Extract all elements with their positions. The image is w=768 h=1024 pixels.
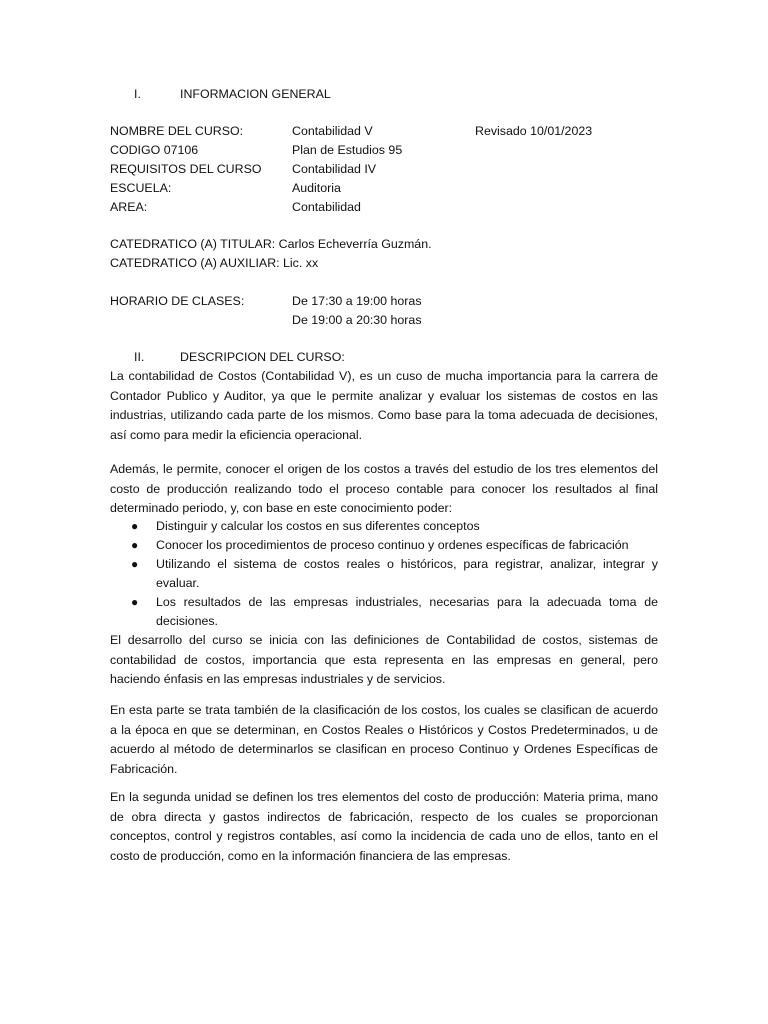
school-label: ESCUELA: <box>110 181 172 195</box>
course-code-label: CODIGO 07106 <box>110 143 199 157</box>
bullet-icon: ● <box>131 538 139 552</box>
schedule-slot-2: De 19:00 a 20:30 horas <box>292 313 422 327</box>
section-2-title: DESCRIPCION DEL CURSO: <box>180 350 345 364</box>
bullet-icon: ● <box>131 595 139 609</box>
section-1-title: INFORMACION GENERAL <box>180 87 331 101</box>
course-name-value: Contabilidad V <box>292 124 373 138</box>
professor-titular: CATEDRATICO (A) TITULAR: Carlos Echeverría Guzmán. <box>110 237 432 251</box>
list-item-text: Los resultados de las empresas industriales, necesarias para la adecuada toma de decisiones. <box>156 595 658 628</box>
requirements-label: REQUISITOS DEL CURSO <box>110 162 262 176</box>
list-item <box>110 517 658 536</box>
paragraph-course-development: El desarrollo del curso se inicia con las definiciones de Contabilidad de costos, sistemas de contabilidad de costos, importancia que esta representa en las empresas en general, pero haciendo énfasis en las empresas industriales y de servicios. <box>110 633 658 686</box>
area-value: Contabilidad <box>292 200 361 214</box>
course-name-label: NOMBRE DEL CURSO: <box>110 124 244 138</box>
paragraph-course-purpose: Además, le permite, conocer el origen de los costos a través del estudio de los tres elementos del costo de producción realizando todo el proceso contable para conocer los resultados al final determinado periodo, y, con base en este conocimiento poder: <box>110 462 658 515</box>
objectives-list <box>110 517 658 631</box>
paragraph-second-unit: En la segunda unidad se definen los tres elementos del costo de producción: Materia prima, mano de obra directa y gastos indirectos de fabricación, respecto de los cuales se proporcionan conceptos, control y registros contables, así como la incidencia de cada uno de ellos, tanto en el costo de producción, como en la información financiera de las empresas. <box>110 790 658 863</box>
list-item-text: Conocer los procedimientos de proceso continuo y ordenes específicas de fabricación <box>156 538 629 552</box>
list-item <box>110 593 658 631</box>
section-2-number: II. <box>134 350 145 364</box>
area-label: AREA: <box>110 200 148 214</box>
list-item-text: Utilizando el sistema de costos reales o históricos, para registrar, analizar, integrar y evaluar. <box>156 557 658 590</box>
revision-date: Revisado 10/01/2023 <box>475 124 593 138</box>
paragraph-course-description: La contabilidad de Costos (Contabilidad V), es un cuso de mucha importancia para la carrera de Contador Publico y Auditor, ya que le permite analizar y evaluar los sistemas de costos en las industrias, utilizando cada parte de los mismos. Como base para la toma adecuada de decisiones, así como para medir la eficiencia operacional. <box>110 369 658 442</box>
school-value: Auditoria <box>292 181 341 195</box>
list-item <box>110 555 658 593</box>
list-item-text: Distinguir y calcular los costos en sus diferentes conceptos <box>156 519 480 533</box>
schedule-slot-1: De 17:30 a 19:00 horas <box>292 294 422 308</box>
professor-auxiliar: CATEDRATICO (A) AUXILIAR: Lic. xx <box>110 256 319 270</box>
section-1-number: I. <box>134 87 141 101</box>
bullet-icon: ● <box>131 519 139 533</box>
schedule-label: HORARIO DE CLASES: <box>110 294 245 308</box>
bullet-icon: ● <box>131 557 139 571</box>
requirements-value: Contabilidad IV <box>292 162 377 176</box>
paragraph-cost-classification: En esta parte se trata también de la clasificación de los costos, los cuales se clasifican de acuerdo a la época en que se determinan, en Costos Reales o Históricos y Costos Predeterminados, u de acuerdo al método de determinarlos se clasifican en proceso Continuo y Ordenes Específicas de Fabricación. <box>110 703 658 776</box>
study-plan-value: Plan de Estudios 95 <box>292 143 403 157</box>
list-item <box>110 536 658 555</box>
